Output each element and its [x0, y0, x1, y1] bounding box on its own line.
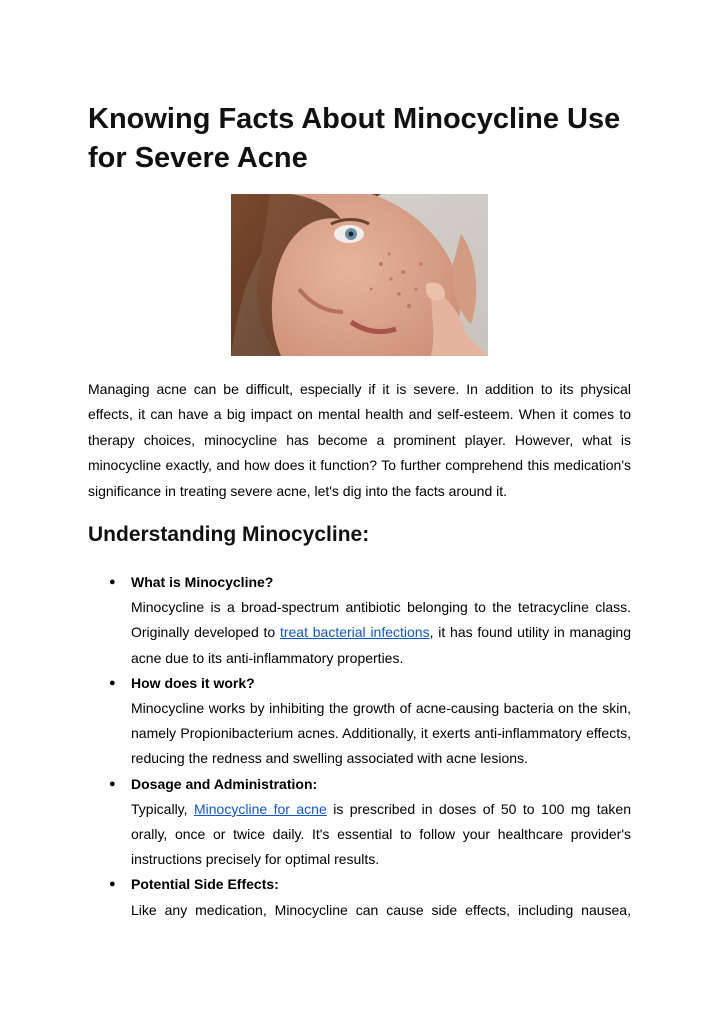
item-body — [131, 797, 631, 873]
item-text: is prescribed in doses of 50 to 100 mg taken orally, once or twice daily. It's essential to follow your healthcare provider's instructions precisely for optimal results. — [131, 800, 631, 868]
item-text: Like any medication, Minocycline can cause side effects, including nausea, — [131, 901, 631, 918]
facts-list — [88, 570, 631, 923]
bullet-icon: ● — [109, 777, 116, 790]
list-item — [88, 570, 631, 671]
item-title: Dosage and Administration: — [131, 775, 318, 792]
item-body — [131, 595, 631, 671]
section-heading: Understanding Minocycline: — [88, 523, 370, 546]
bullet-icon: ● — [109, 576, 116, 588]
item-text: Typically, — [131, 800, 194, 817]
item-body — [131, 696, 631, 772]
list-item — [88, 772, 631, 873]
woman-with-acne-photo — [231, 194, 488, 356]
item-text: Minocycline works by inhibiting the growth of acne-causing bacteria on the skin, namely Propionibacterium acnes. Additionally, it exerts anti-inflammatory effects, reducing the redness and swelling associated with acne lesions. — [131, 700, 631, 767]
bullet-icon: ● — [109, 676, 116, 689]
minocycline-for-acne-link[interactable]: Minocycline for acne — [194, 800, 327, 817]
item-text: Minocycline is a broad-spectrum antibiotic belonging to the tetracycline class. Originally developed to — [131, 599, 631, 641]
treat-bacterial-infections-link[interactable]: treat bacterial infections — [279, 624, 430, 641]
bullet-icon: ● — [109, 878, 116, 891]
intro-paragraph: Managing acne can be difficult, especially if it is severe. In addition to its physical effects, it can have a big impact on mental health and self-esteem. When it comes to therapy choices, minocycline has become a prominent player. However, what is minocycline exactly, and how does it function? To further comprehend this medication's significance in treating severe acne, let's dig into the facts around it. — [88, 381, 631, 499]
list-item — [88, 872, 631, 922]
item-body — [131, 898, 631, 923]
article-title: Knowing Facts About Minocycline Use for Severe Acne — [88, 103, 621, 174]
item-text: , it has found utility in managing acne due to its anti-inflammatory properties. — [131, 624, 632, 666]
item-title: Potential Side Effects: — [131, 876, 279, 893]
item-title: What is Minocycline? — [131, 574, 274, 590]
list-item — [88, 671, 631, 772]
item-title: How does it work? — [131, 674, 255, 691]
photo-illustration — [231, 194, 488, 356]
